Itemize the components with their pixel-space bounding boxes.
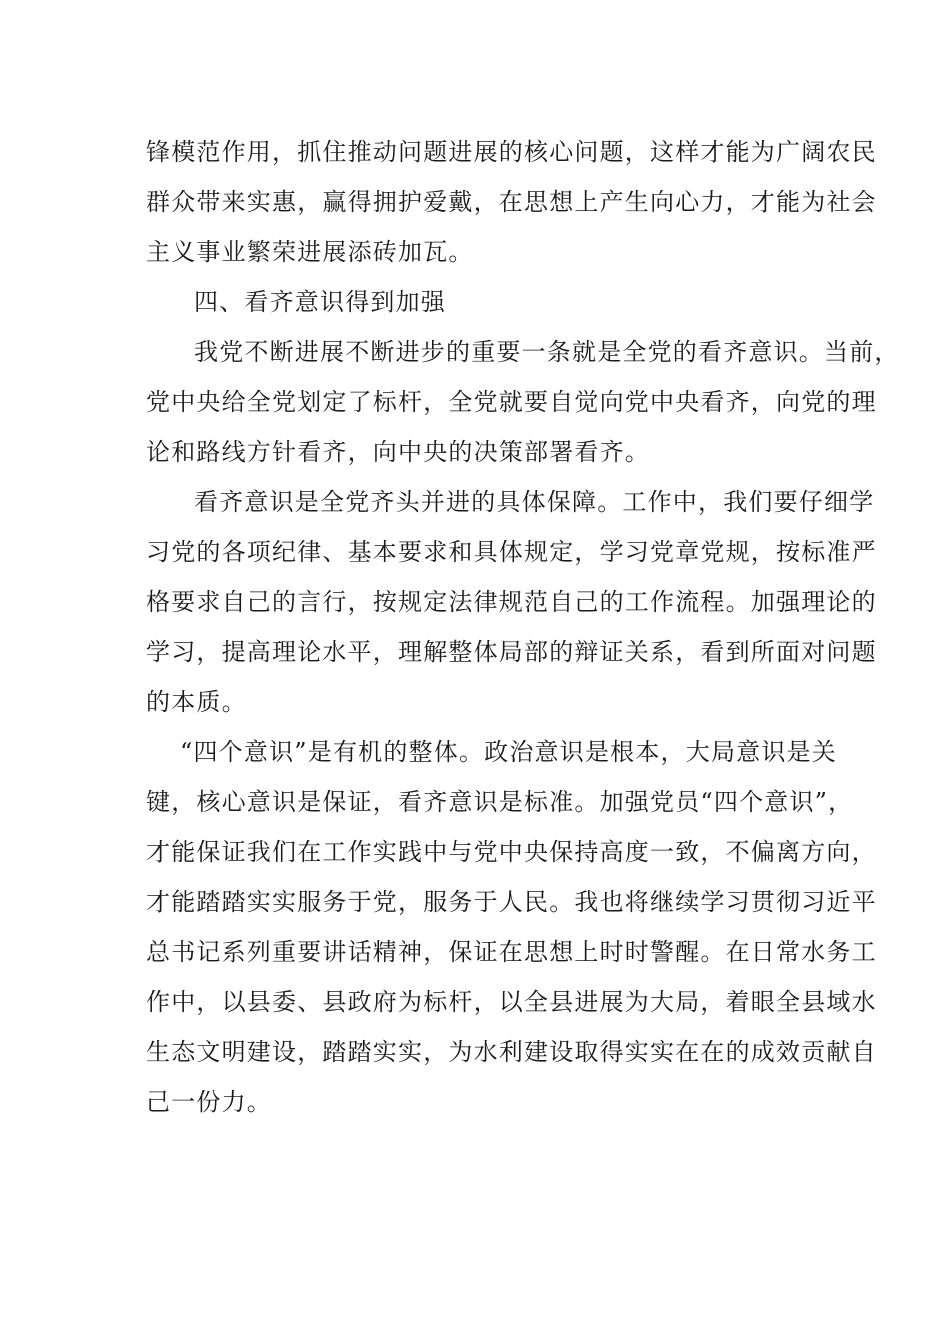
paragraph-line: 作中，以县委、县政府为标杆，以全县进展为大局，着眼全县域水 xyxy=(146,988,877,1016)
paragraph-line: 党中央给全党划定了标杆，全党就要自觉向党中央看齐，向党的理 xyxy=(146,388,877,416)
paragraph-line: 习党的各项纪律、基本要求和具体规定，学习党章党规，按标准严 xyxy=(146,538,877,566)
paragraph-line: 己一份力。 xyxy=(146,1088,272,1116)
paragraph-line: 主义事业繁荣进展添砖加瓦。 xyxy=(146,238,474,266)
paragraph-line: 锋模范作用，抓住推动问题进展的核心问题，这样才能为广阔农民 xyxy=(146,138,877,166)
paragraph-line: 学习，提高理论水平，理解整体局部的辩证关系，看到所面对问题 xyxy=(146,638,877,666)
paragraph-line: 格要求自己的言行，按规定法律规范自己的工作流程。加强理论的 xyxy=(146,588,877,616)
paragraph-line: “四个意识”是有机的整体。政治意识是根本，大局意识是关 xyxy=(180,738,837,766)
paragraph-line: 键，核心意识是保证，看齐意识是标准。加强党员“四个意识”， xyxy=(146,788,854,816)
paragraph-line: 的本质。 xyxy=(146,688,247,716)
paragraph-line: 看齐意识是全党齐头并进的具体保障。工作中，我们要仔细学 xyxy=(194,488,875,516)
paragraph-line: 群众带来实惠，赢得拥护爱戴，在思想上产生向心力，才能为社会 xyxy=(146,188,877,216)
paragraph-line: 总书记系列重要讲话精神，保证在思想上时时警醒。在日常水务工 xyxy=(146,938,877,966)
paragraph-line: 才能保证我们在工作实践中与党中央保持高度一致，不偏离方向， xyxy=(146,838,877,866)
paragraph-line: 我党不断进展不断进步的重要一条就是全党的看齐意识。当前， xyxy=(194,338,900,366)
section-heading: 四、看齐意识得到加强 xyxy=(194,288,446,316)
paragraph-line: 生态文明建设，踏踏实实，为水利建设取得实实在在的成效贡献自 xyxy=(146,1038,877,1066)
paragraph-line: 论和路线方针看齐，向中央的决策部署看齐。 xyxy=(146,438,650,466)
paragraph-line: 才能踏踏实实服务于党，服务于人民。我也将继续学习贯彻习近平 xyxy=(146,888,877,916)
